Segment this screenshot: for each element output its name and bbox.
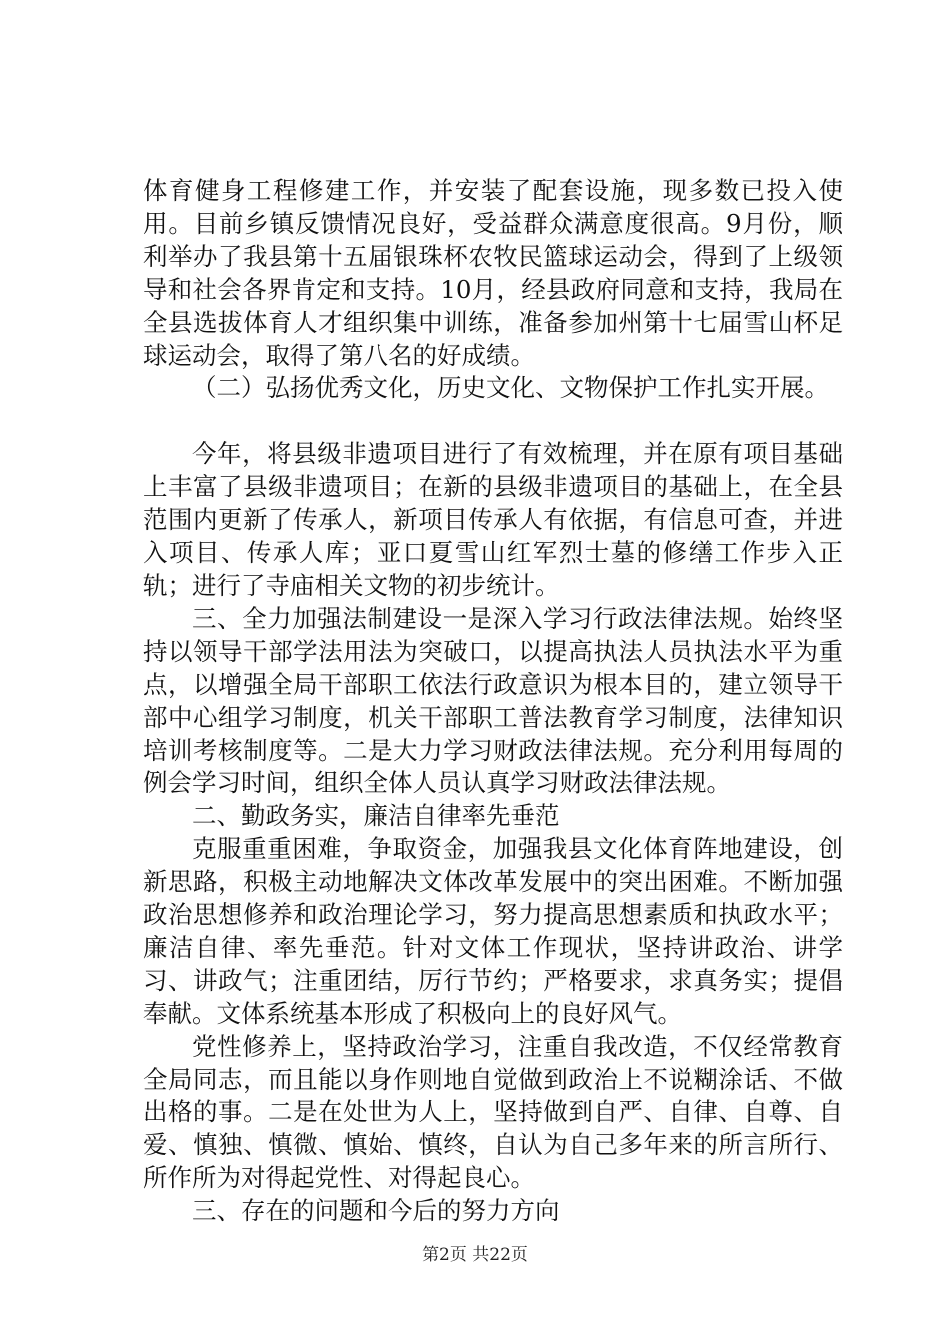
document-body	[143, 175, 843, 1228]
heading-problems-direction: 三、存在的问题和今后的努力方向	[192, 1196, 560, 1226]
paragraph-legal-construction: 三、全力加强法制建设一是深入学习行政法律法规。始终坚持以领导干部学法用法为突破口，以提高执法人员执法水平为重点，以增强全局干部职工依法行政意识为根本目的，建立领导干部中心组学习制度，机关干部职工普法教育学习制度，法律知识培训考核制度等。二是大力学习财政法律法规。充分利用每周的例会学习时间，组织全体人员认真学习财政法律法规。	[143, 603, 843, 798]
page-number-footer: 第2页 共22页	[422, 1245, 528, 1265]
paragraph-sports-fitness: 体育健身工程修建工作，并安装了配套设施，现多数已投入使用。目前乡镇反馈情况良好，受益群众满意度很高。9月份，顺利举办了我县第十五届银珠杯农牧民篮球运动会，得到了上级领导和社会各界肯定和支持。10月，经县政府同意和支持，我局在全县选拔体育人才组织集中训练，准备参加州第十七届雪山杯足球运动会，取得了第八名的好成绩。	[143, 176, 843, 370]
paragraph-party-spirit: 党性修养上，坚持政治学习，注重自我改造，不仅经常教育全局同志，而且能以身作则地自觉做到政治上不说糊涂话、不做出格的事。二是在处世为人上，坚持做到自严、自律、自尊、自爱、慎独、慎微、慎始、慎终，自认为自己多年来的所言所行、所作所为对得起党性、对得起良心。	[143, 1031, 843, 1193]
paragraph-intangible-heritage: 今年，将县级非遗项目进行了有效梳理，并在原有项目基础上丰富了县级非遗项目；在新的县级非遗项目的基础上，在全县范围内更新了传承人，新项目传承人有依据，有信息可查，并进入项目、传承人库；亚口夏雪山红军烈士墓的修缮工作步入正轨；进行了寺庙相关文物的初步统计。	[143, 439, 843, 600]
heading-culture-heritage: （二）弘扬优秀文化，历史文化、文物保护工作扎实开展。	[192, 373, 829, 403]
heading-integrity: 二、勤政务实，廉洁自律率先垂范	[192, 801, 560, 831]
paragraph-overcome-difficulties: 克服重重困难，争取资金，加强我县文化体育阵地建设，创新思路，积极主动地解决文体改革发展中的突出困难。不断加强政治思想修养和政治理论学习，努力提高思想素质和执政水平；廉洁自律、率先垂范。针对文体工作现状，坚持讲政治、讲学习、讲政气；注重团结，厉行节约；严格要求，求真务实；提倡奉献。文体系统基本形成了积极向上的良好风气。	[143, 834, 843, 1028]
